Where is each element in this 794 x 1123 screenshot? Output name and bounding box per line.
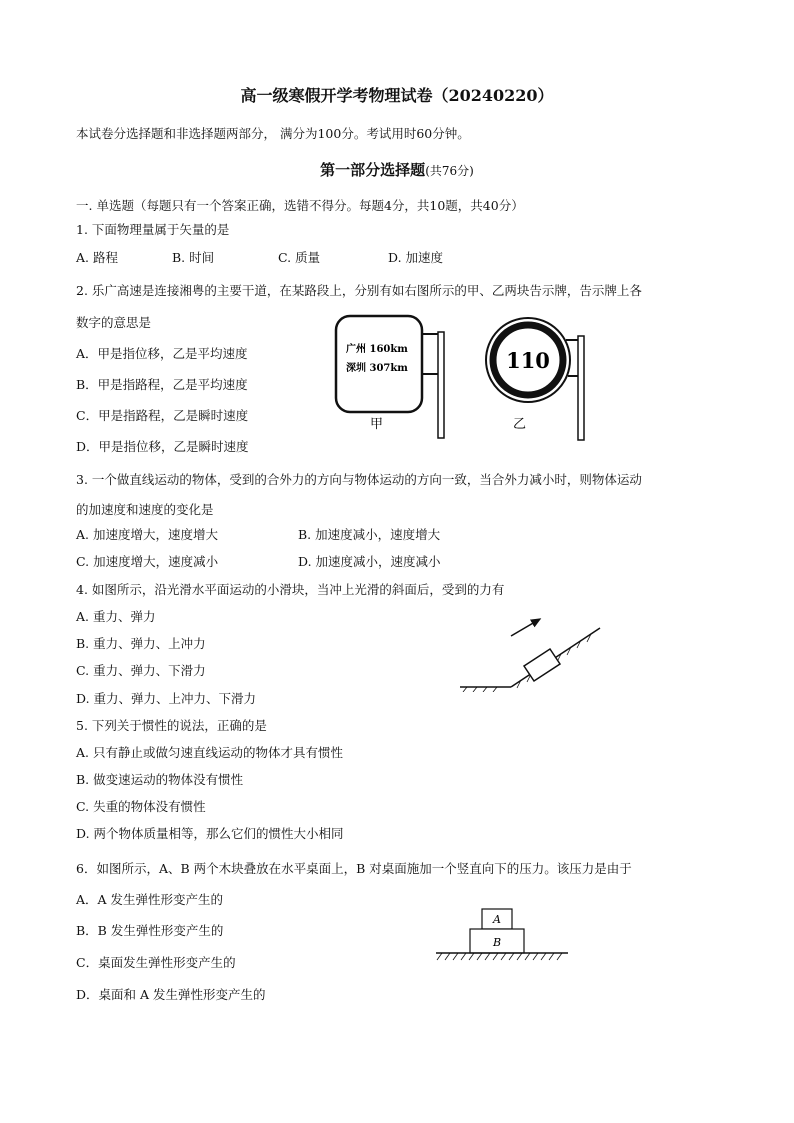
q4-option-c: C. 重力、弹力、下滑力 bbox=[76, 663, 206, 678]
q3-stem-line1: 3. 一个做直线运动的物体，受到的合外力的方向与物体运动的方向一致，当合外力减小时，则物体运动 bbox=[76, 472, 642, 487]
sign-jia-caption: 甲 bbox=[370, 417, 384, 432]
section-heading bbox=[0, 160, 794, 181]
q3-option-d: D. 加速度减小，速度减小 bbox=[298, 554, 441, 569]
sign-yi-caption: 乙 bbox=[513, 417, 527, 432]
q5-option-c: C. 失重的物体没有惯性 bbox=[76, 799, 206, 814]
q4-option-b: B. 重力、弹力、上冲力 bbox=[76, 636, 206, 651]
page-title: 高一级寒假开学考物理试卷（20240220） bbox=[240, 86, 554, 105]
q5-option-a: A. 只有静止或做匀速直线运动的物体才具有惯性 bbox=[76, 745, 343, 760]
q2-option-a: A．甲是指位移，乙是平均速度 bbox=[76, 346, 248, 361]
q1-option-d: D. 加速度 bbox=[388, 250, 444, 265]
q6-stem: 6．如图所示，A、B 两个木块叠放在水平桌面上，B 对桌面施加一个竖直向下的压力。该压力是由于 bbox=[76, 861, 632, 876]
q6-option-a: A．A 发生弹性形变产生的 bbox=[76, 892, 224, 907]
q3-option-c: C. 加速度增大，速度减小 bbox=[76, 554, 219, 569]
table-hatching bbox=[437, 953, 562, 960]
q3-stem-line2: 的加速度和速度的变化是 bbox=[76, 502, 214, 517]
q6-option-c: C．桌面发生弹性形变产生的 bbox=[76, 955, 236, 970]
q6-option-d: D．桌面和 A 发生弹性形变产生的 bbox=[76, 987, 266, 1002]
sign-jia-line1: 广州 160km bbox=[346, 344, 408, 355]
q1-option-b: B. 时间 bbox=[172, 250, 215, 265]
exam-intro: 本试卷分选择题和非选择题两部分， 满分为100分。考试用时60分钟。 bbox=[76, 126, 470, 141]
q4-option-d: D. 重力、弹力、上冲力、下滑力 bbox=[76, 691, 257, 706]
q2-option-d: D．甲是指位移，乙是瞬时速度 bbox=[76, 439, 249, 454]
q5-stem: 5. 下列关于惯性的说法，正确的是 bbox=[76, 718, 267, 733]
q2-stem-line2: 数字的意思是 bbox=[76, 315, 152, 330]
sign-jia-line2: 深圳 307km bbox=[346, 363, 408, 374]
q4-stem: 4. 如图所示，沿光滑水平面运动的小滑块，当冲上光滑的斜面后，受到的力有 bbox=[76, 582, 505, 597]
q2-signs-figure bbox=[330, 310, 600, 445]
q4-incline-figure bbox=[455, 610, 605, 692]
slider-block bbox=[524, 649, 560, 681]
sign-yi-post bbox=[578, 336, 584, 440]
sign-yi-speed: 110 bbox=[506, 348, 550, 373]
q1-option-a: A. 路程 bbox=[76, 250, 118, 265]
q6-blocks-figure bbox=[432, 905, 572, 967]
q2-option-c: C．甲是指路程，乙是瞬时速度 bbox=[76, 408, 249, 423]
q2-option-b: B．甲是指路程，乙是平均速度 bbox=[76, 377, 248, 392]
q6-option-b: B．B 发生弹性形变产生的 bbox=[76, 923, 224, 938]
q2-stem-line1: 2. 乐广高速是连接湘粤的主要干道，在某路段上，分别有如右图所示的甲、乙两块告示牌，告示牌上各 bbox=[76, 283, 642, 298]
block-b-label: B bbox=[492, 936, 502, 949]
q3-options-row1 bbox=[76, 527, 440, 543]
q3-option-a: A. 加速度增大，速度增大 bbox=[76, 527, 218, 542]
q5-option-b: B. 做变速运动的物体没有惯性 bbox=[76, 772, 244, 787]
q3-option-b: B. 加速度减小，速度增大 bbox=[298, 527, 441, 542]
incline-hatching bbox=[463, 634, 591, 692]
block-a-label: A bbox=[493, 913, 501, 926]
sign-jia-post bbox=[438, 332, 444, 438]
section-note: (共76分) bbox=[425, 164, 474, 178]
instruction: 一. 单选题（每题只有一个答案正确，选错不得分。每题4分，共10题，共40分） bbox=[76, 198, 524, 213]
motion-arrow bbox=[511, 619, 540, 636]
q4-option-a: A. 重力、弹力 bbox=[76, 609, 156, 624]
q1-stem: 1. 下面物理量属于矢量的是 bbox=[76, 222, 230, 237]
section-heading-text: 第一部分选择题 bbox=[320, 161, 426, 179]
q1-options bbox=[76, 250, 443, 266]
q3-options-row2 bbox=[76, 554, 441, 570]
q5-option-d: D. 两个物体质量相等，那么它们的惯性大小相同 bbox=[76, 826, 344, 841]
q1-option-c: C. 质量 bbox=[278, 250, 321, 265]
